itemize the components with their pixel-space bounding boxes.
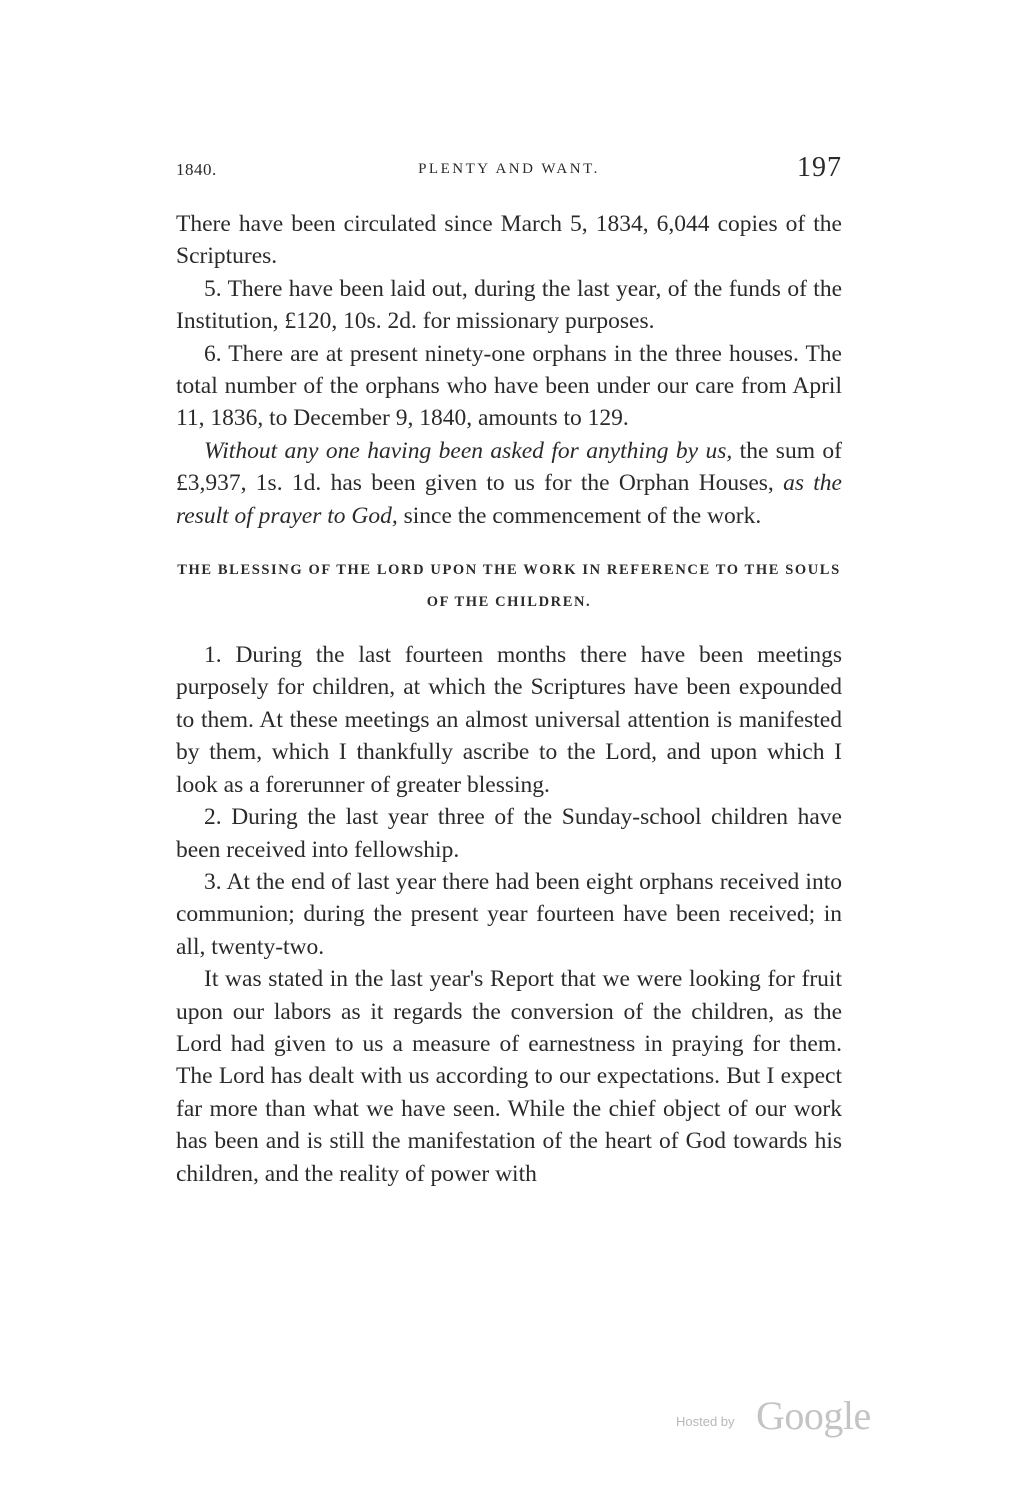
header-year: 1840.	[176, 160, 217, 179]
paragraph-fellowship: 2. During the last year three of the Sunday-school children have been received into fellowship.	[176, 804, 842, 863]
page-number: 197	[797, 152, 842, 183]
watermark-hosted-by: Hosted by	[676, 1414, 735, 1429]
section-heading: THE BLESSING OF THE LORD UPON THE WORK IN REFERENCE TO THE SOULS OF THE CHILDREN.	[177, 562, 841, 611]
paragraph-meetings: 1. During the last fourteen months there have been meetings purposely for children, at which the Scriptures have been expounded to them. At these meetings an almost universal attention is manifested by them, which I thankfully ascribe to the Lord, and upon which I look as a forerunner of greater blessing.	[176, 642, 842, 798]
paragraph-report: It was stated in the last year's Report that we were looking for fruit upon our labors as it regards the conversion of the children, as the Lord had given to us a measure of earnestness in praying for them. The Lord has dealt with us according to our expectations. But I expect far more than what we have seen. While the chief object of our work has been and is still the manifestation of the heart of God towards his children, and the reality of power with	[176, 966, 842, 1187]
funds-italic-2: as the result of prayer to God,	[176, 470, 842, 529]
paragraph-orphans: 6. There are at present ninety-one orphans in the three houses. The total number of the orphans who have been under our care from April 11, 1836, to December 9, 1840, amounts to 129.	[176, 340, 842, 432]
paragraph-missionary: 5. There have been laid out, during the last year, of the funds of the Institution, £120, 10s. 2d. for missionary purposes.	[176, 275, 842, 335]
header-title: PLENTY AND WANT.	[418, 161, 600, 177]
google-watermark	[676, 1392, 886, 1442]
running-head	[176, 152, 842, 184]
paragraph-funds	[176, 435, 842, 532]
funds-text-1: the sum of £3,937, 1s. 1d. has been given to us for the Orphan Houses,	[176, 437, 842, 497]
funds-italic-1: Without any one having been asked for anything by us,	[204, 437, 733, 464]
funds-text-2: since the commencement of the work.	[397, 502, 762, 529]
paragraph-scriptures: There have been circulated since March 5, 1834, 6,044 copies of the Scriptures.	[176, 211, 842, 270]
google-logo: Google	[756, 1393, 871, 1438]
paragraph-communion: 3. At the end of last year there had been eight orphans received into communion; during the present year fourteen have been received; in all, twenty-two.	[176, 868, 842, 960]
body-text	[176, 208, 842, 1190]
